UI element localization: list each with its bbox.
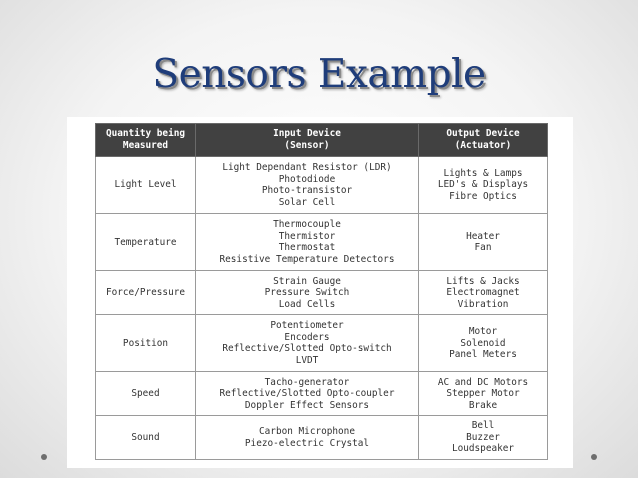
table-row	[96, 157, 548, 214]
output-device-item: Stepper Motor	[446, 388, 520, 400]
slide-title: Sensors Example	[152, 52, 486, 97]
input-device-item: Carbon Microphone	[259, 426, 355, 438]
input-device-cell	[196, 315, 419, 372]
input-device-item: Pressure Switch	[264, 287, 350, 299]
input-device-item: Resistive Temperature Detectors	[219, 253, 395, 265]
output-device-item: Loudspeaker	[451, 443, 515, 455]
table-row	[96, 416, 548, 460]
input-device-item: Photodiode	[278, 173, 336, 185]
input-device-cell	[196, 416, 419, 460]
header-input-line: (Sensor)	[284, 140, 330, 151]
output-device-item: Fibre Optics	[449, 190, 517, 202]
output-device-item: Motor	[468, 326, 498, 338]
input-device-item: Tacho-generator	[264, 376, 350, 388]
output-device-item: Fan	[474, 242, 492, 254]
table-row	[96, 271, 548, 315]
quantity-cell: Temperature	[96, 214, 196, 271]
table-header-row	[96, 124, 548, 157]
output-device-item: Panel Meters	[449, 349, 517, 361]
table-row	[96, 315, 548, 372]
input-device-item: Encoders	[284, 331, 330, 343]
input-device-item: Reflective/Slotted Opto-coupler	[219, 388, 395, 400]
output-device-item: Brake	[468, 399, 498, 411]
quantity-cell: Force/Pressure	[96, 271, 196, 315]
table-row	[96, 372, 548, 416]
input-device-item: LVDT	[295, 354, 319, 366]
input-device-cell	[196, 157, 419, 214]
input-device-item: Doppler Effect Sensors	[244, 399, 370, 411]
header-output-line: (Actuator)	[454, 140, 512, 151]
table-image	[67, 117, 573, 468]
table-body	[96, 157, 548, 460]
input-device-item: Thermistor	[278, 230, 336, 242]
output-device-item: Buzzer	[466, 431, 500, 443]
header-output-line: Output Device	[446, 128, 520, 139]
input-device-item: Photo-transistor	[261, 185, 353, 197]
input-device-item: Load Cells	[278, 298, 336, 310]
header-quantity-line: Measured	[122, 140, 169, 151]
output-device-item: Bell	[471, 420, 495, 432]
output-device-item: LED's & Displays	[437, 179, 529, 191]
bullet-dot-right	[591, 454, 597, 460]
output-device-cell	[419, 372, 548, 416]
output-device-cell	[419, 214, 548, 271]
input-device-cell	[196, 372, 419, 416]
output-device-item: Vibration	[457, 298, 509, 310]
output-device-item: Lifts & Jacks	[446, 275, 520, 287]
output-device-cell	[419, 315, 548, 372]
output-device-item: Heater	[466, 230, 500, 242]
header-quantity	[96, 124, 196, 157]
input-device-item: Strain Gauge	[273, 275, 341, 287]
input-device-item: Piezo-electric Crystal	[244, 437, 370, 449]
output-device-item: Solenoid	[460, 337, 506, 349]
header-input-line: Input Device	[273, 128, 341, 139]
quantity-cell: Position	[96, 315, 196, 372]
output-device-item: Lights & Lamps	[443, 167, 523, 179]
bullet-dot-left	[41, 454, 47, 460]
output-device-item: Electromagnet	[446, 287, 520, 299]
header-quantity-line: Quantity being	[105, 128, 186, 139]
input-device-item: Thermocouple	[273, 219, 341, 231]
output-device-cell	[419, 271, 548, 315]
input-device-item: Solar Cell	[278, 196, 336, 208]
input-device-item: Reflective/Slotted Opto-switch	[222, 343, 392, 355]
header-input-device	[196, 124, 419, 157]
output-device-item: AC and DC Motors	[437, 376, 529, 388]
input-device-item: Light Dependant Resistor (LDR)	[222, 162, 392, 174]
output-device-cell	[419, 416, 548, 460]
input-device-cell	[196, 214, 419, 271]
input-device-item: Thermostat	[278, 242, 336, 254]
quantity-cell: Sound	[96, 416, 196, 460]
input-device-item: Potentiometer	[270, 320, 344, 332]
sensors-table	[95, 123, 548, 460]
header-output-device	[419, 124, 548, 157]
quantity-cell: Speed	[96, 372, 196, 416]
quantity-cell: Light Level	[96, 157, 196, 214]
input-device-cell	[196, 271, 419, 315]
output-device-cell	[419, 157, 548, 214]
table-row	[96, 214, 548, 271]
